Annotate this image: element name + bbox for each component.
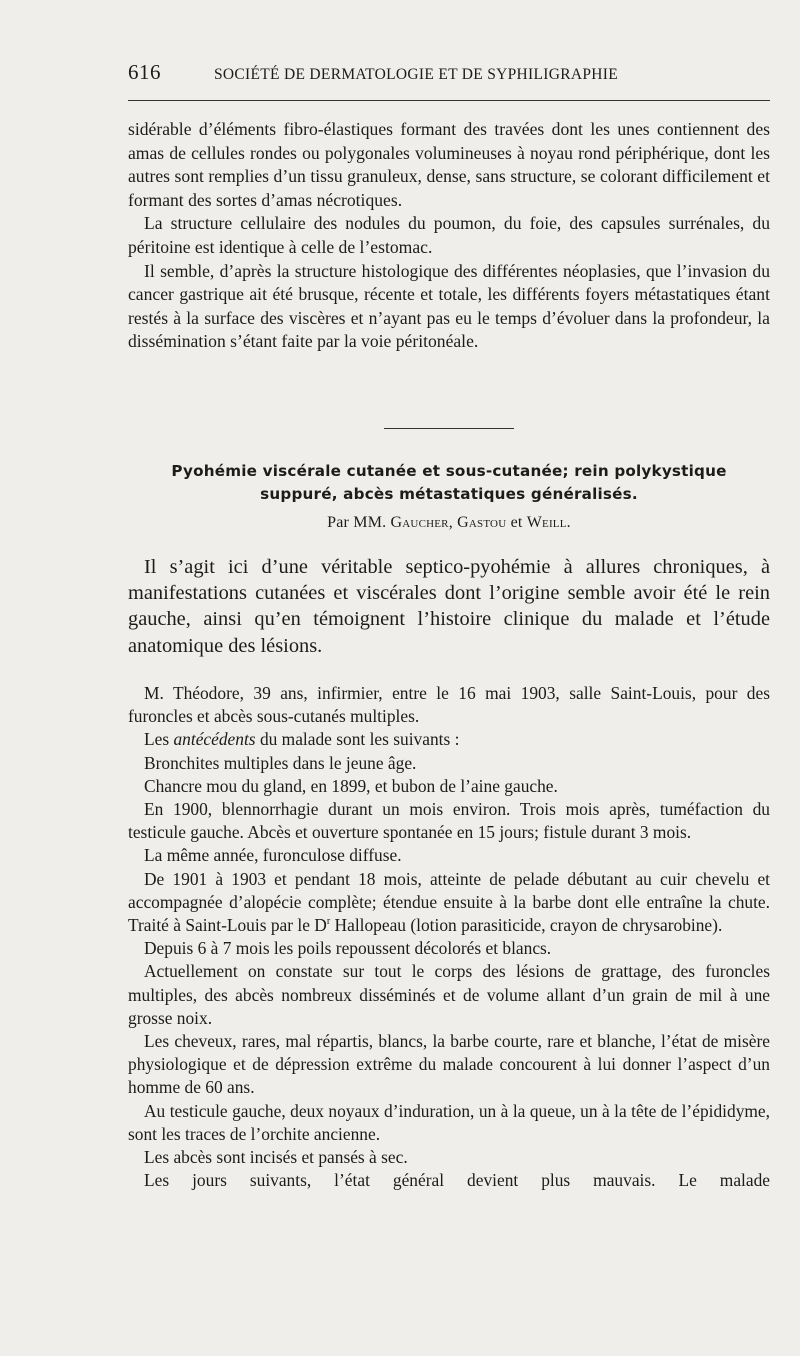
article-title-line: Pyohémie viscérale cutanée et sous-cutanée; rein polykystique bbox=[171, 462, 727, 480]
author-name: Gastou bbox=[457, 514, 507, 531]
text-run: De 1901 à 1903 et pendant 18 mois, atteinte de pelade débutant au cuir chevelu et accompagnée d’alopécie complète; étendue ensuite à la barbe dont elle entraîne la chute. Traité à Saint-Louis par le D bbox=[128, 868, 770, 936]
paragraph: Chancre mou du gland, en 1899, et bubon de l’aine gauche. bbox=[144, 775, 558, 796]
paragraph: Bronchites multiples dans le jeune âge. bbox=[144, 752, 417, 773]
article-title bbox=[128, 460, 770, 505]
header-rule bbox=[128, 100, 770, 101]
running-head bbox=[128, 60, 770, 85]
paragraph: Les cheveux, rares, mal répartis, blancs, la barbe courte, rare et blanche, l’état de misère physiologique et de dépression extrême du malade concourent à lui donner l’aspect d’un homme de 60 ans. bbox=[128, 1031, 770, 1098]
emphasis: antécédents bbox=[173, 729, 256, 750]
intro-paragraph: Il s’agit ici d’une véritable septico-pyohémie à allures chroniques, à manifestations cutanées et viscérales dont l’origine semble avoir été le rein gauche, ainsi qu’en témoignent l’histoire clinique du malade et l’étude anatomique des lésions. bbox=[128, 556, 770, 657]
page-number: 616 bbox=[128, 60, 161, 84]
byline: Par MM. Gaucher, Gastou et Weill. bbox=[327, 514, 571, 531]
paragraph bbox=[128, 868, 770, 938]
text-run: Hallopeau (lotion parasiticide, crayon de chrysarobine). bbox=[330, 915, 723, 936]
superscript: r bbox=[326, 916, 331, 928]
case-report bbox=[128, 682, 770, 1192]
paragraph: Les jours suivants, l’état général devient plus mauvais. Le malade bbox=[144, 1170, 770, 1191]
article-title-line: suppuré, abcès métastatiques généralisés. bbox=[260, 484, 638, 503]
paragraph: M. Théodore, 39 ans, infirmier, entre le 16 mai 1903, salle Saint-Louis, pour des furoncles et abcès sous-cutanés multiples. bbox=[128, 683, 770, 727]
journal-title: SOCIÉTÉ DE DERMATOLOGIE ET DE SYPHILIGRAPHIE bbox=[214, 66, 618, 83]
article-intro bbox=[128, 554, 770, 659]
byline-prefix: Par MM. bbox=[327, 514, 387, 531]
section-separator bbox=[384, 428, 514, 429]
author-name: Weill. bbox=[526, 514, 571, 531]
paragraph: Au testicule gauche, deux noyaux d’induration, un à la queue, un à la tête de l’épididyme, sont les traces de l’orchite ancienne. bbox=[128, 1100, 770, 1144]
byline-conjunction: et bbox=[510, 514, 523, 531]
paragraph bbox=[128, 728, 770, 751]
paragraph: En 1900, blennorrhagie durant un mois environ. Trois mois après, tuméfaction du testicule gauche. Abcès et ouverture spontanée en 15 jours; fistule durant 3 mois. bbox=[128, 799, 770, 843]
paragraph: Il semble, d’après la structure histologique des différentes néoplasies, que l’invasion du cancer gastrique ait été brusque, récente et totale, les différents foyers métastatiques étant restés à la surface des viscères et n’ayant pas eu le temps d’évoluer dans la profondeur, la dissémination s’étant faite par la voie péritonéale. bbox=[128, 260, 770, 352]
author-name: Gaucher bbox=[390, 514, 449, 531]
paragraph: sidérable d’éléments fibro-élastiques formant des travées dont les unes contiennent des amas de cellules rondes ou polygonales volumineuses à noyau rond périphérique, dont les autres sont remplies d’un tissu granuleux, dense, sans structure, se colorant difficilement et formant des sortes d’amas nécrotiques. bbox=[128, 119, 770, 210]
text-run: Les bbox=[144, 729, 170, 750]
text-run: du malade sont les suivants : bbox=[259, 729, 460, 750]
previous-article-text bbox=[128, 118, 770, 354]
paragraph: Depuis 6 à 7 mois les poils repoussent décolorés et blancs. bbox=[144, 938, 552, 959]
paragraph: La structure cellulaire des nodules du poumon, du foie, des capsules surrénales, du péritoine est identique à celle de l’estomac. bbox=[128, 213, 770, 257]
paragraph: Les abcès sont incisés et pansés à sec. bbox=[144, 1147, 408, 1168]
paragraph: La même année, furonculose diffuse. bbox=[144, 845, 402, 866]
paragraph: Actuellement on constate sur tout le corps des lésions de grattage, des furoncles multiples, des abcès nombreux disséminés et de volume allant d’un grain de mil à une grosse noix. bbox=[128, 961, 770, 1028]
